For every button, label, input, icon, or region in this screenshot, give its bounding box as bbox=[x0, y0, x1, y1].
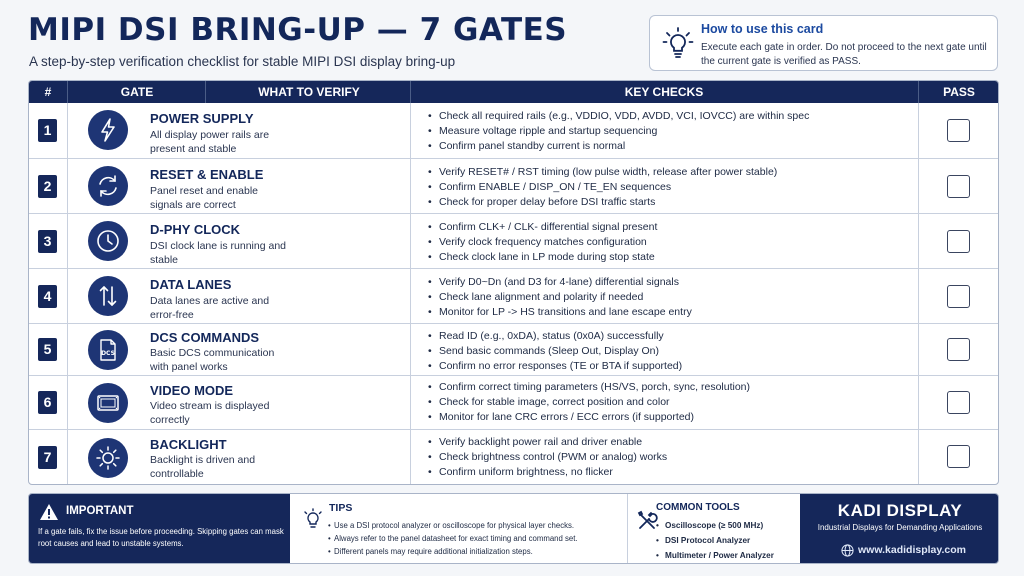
pass-checkbox[interactable] bbox=[947, 119, 970, 142]
check-item: • Verify RESET# / RST timing (low pulse width, release after power stable) bbox=[427, 165, 917, 180]
gate-description: All display power rails are present and stable bbox=[150, 129, 270, 155]
check-item: • Verify clock frequency matches configuration bbox=[427, 235, 917, 250]
video-frame-icon bbox=[88, 383, 128, 423]
gate-name: DCS COMMANDS bbox=[150, 330, 260, 345]
gate-description: Video stream is displayed correctly bbox=[150, 400, 270, 426]
pass-checkbox[interactable] bbox=[947, 391, 970, 414]
brand-tagline: Industrial Displays for Demanding Applications bbox=[817, 523, 983, 532]
table-row bbox=[29, 213, 998, 268]
col-header-verify: WHAT TO VERIFY bbox=[258, 85, 360, 99]
key-checks bbox=[427, 275, 917, 320]
gate-number: 3 bbox=[38, 230, 57, 253]
gate-name: BACKLIGHT bbox=[150, 437, 227, 452]
key-checks bbox=[427, 435, 917, 480]
svg-text:DCS: DCS bbox=[101, 350, 115, 357]
warning-icon bbox=[39, 503, 59, 521]
how-to-card bbox=[649, 15, 998, 71]
tool-item: • Oscilloscope (≥ 500 MHz) bbox=[656, 518, 774, 533]
gate-number: 1 bbox=[38, 119, 57, 142]
tips-panel bbox=[290, 494, 627, 564]
gate-name: DATA LANES bbox=[150, 277, 232, 292]
key-checks bbox=[427, 380, 917, 425]
table-row bbox=[29, 323, 998, 375]
how-to-text: Execute each gate in order. Do not proceed to the next gate until the current gate is verified as PASS. bbox=[701, 42, 987, 67]
important-panel bbox=[29, 494, 290, 564]
lightbulb-icon bbox=[302, 508, 324, 532]
tip-item: • Use a DSI protocol analyzer or oscilloscope for physical layer checks. bbox=[328, 519, 578, 532]
table-row bbox=[29, 429, 998, 485]
table-row bbox=[29, 375, 998, 429]
table-row bbox=[29, 158, 998, 213]
gates-table bbox=[28, 80, 999, 485]
check-item: • Check brightness control (PWM or analog) works bbox=[427, 450, 917, 465]
gate-description: Backlight is driven and controllable bbox=[150, 454, 256, 480]
key-checks bbox=[427, 220, 917, 265]
important-title: IMPORTANT bbox=[66, 505, 134, 517]
page-subtitle: A step-by-step verification checklist for stable MIPI DSI display bring-up bbox=[29, 54, 456, 69]
check-item: • Confirm uniform brightness, no flicker bbox=[427, 465, 917, 480]
col-header-checks: KEY CHECKS bbox=[624, 85, 704, 99]
gate-description: DSI clock lane is running and stable bbox=[150, 240, 286, 266]
tip-item: • Always refer to the panel datasheet for exact timing and command set. bbox=[328, 532, 578, 545]
gate-description: Data lanes are active and error-free bbox=[150, 295, 270, 321]
tips-title: TIPS bbox=[329, 502, 353, 514]
sun-icon bbox=[88, 438, 128, 478]
brand-panel bbox=[800, 494, 999, 564]
table-header bbox=[29, 81, 998, 103]
tools-panel bbox=[627, 494, 800, 564]
footer-panel bbox=[28, 493, 999, 564]
pass-checkbox[interactable] bbox=[947, 175, 970, 198]
gate-name: VIDEO MODE bbox=[150, 383, 234, 398]
gate-number: 2 bbox=[38, 175, 57, 198]
gate-number: 7 bbox=[38, 446, 57, 469]
pass-checkbox[interactable] bbox=[947, 285, 970, 308]
pass-checkbox[interactable] bbox=[947, 445, 970, 468]
gate-description: Basic DCS communication with panel works bbox=[150, 347, 275, 373]
tool-item: • Multimeter / Power Analyzer bbox=[656, 548, 774, 563]
key-checks bbox=[427, 165, 917, 210]
check-item: • Check lane alignment and polarity if needed bbox=[427, 290, 917, 305]
tips-list bbox=[328, 519, 578, 558]
tool-item: • DSI Protocol Analyzer bbox=[656, 533, 774, 548]
how-to-title: How to use this card bbox=[701, 22, 824, 36]
table-row bbox=[29, 268, 998, 323]
check-item: • Monitor for LP -> HS transitions and lane escape entry bbox=[427, 305, 917, 320]
col-header-num: # bbox=[44, 85, 52, 99]
key-checks bbox=[427, 109, 917, 154]
brand-name: KADI DISPLAY bbox=[837, 501, 963, 520]
globe-icon bbox=[841, 544, 854, 557]
col-header-gate: GATE bbox=[120, 85, 154, 99]
pass-checkbox[interactable] bbox=[947, 338, 970, 361]
tools-title: COMMON TOOLS bbox=[656, 502, 740, 513]
brand-url-link[interactable]: www.kadidisplay.com bbox=[858, 544, 966, 556]
check-item: • Check all required rails (e.g., VDDIO, VDD, AVDD, VCI, IOVCC) are within spec bbox=[427, 109, 917, 124]
check-item: • Check clock lane in LP mode during stop state bbox=[427, 250, 917, 265]
check-item: • Check for stable image, correct position and color bbox=[427, 395, 917, 410]
gate-number: 6 bbox=[38, 391, 57, 414]
col-header-pass: PASS bbox=[943, 85, 975, 99]
data-lanes-icon bbox=[88, 276, 128, 316]
gate-name: RESET & ENABLE bbox=[150, 167, 264, 182]
gate-number: 4 bbox=[38, 285, 57, 308]
check-item: • Measure voltage ripple and startup sequencing bbox=[427, 124, 917, 139]
check-item: • Verify backlight power rail and driver enable bbox=[427, 435, 917, 450]
dcs-document-icon bbox=[88, 330, 128, 370]
check-item: • Confirm CLK+ / CLK- differential signal present bbox=[427, 220, 917, 235]
check-item: • Confirm ENABLE / DISP_ON / TE_EN sequences bbox=[427, 180, 917, 195]
tip-item: • Different panels may require additional initialization steps. bbox=[328, 545, 578, 558]
check-item: • Verify D0~Dn (and D3 for 4-lane) differential signals bbox=[427, 275, 917, 290]
check-item: • Read ID (e.g., 0xDA), status (0x0A) successfully bbox=[427, 329, 917, 344]
check-item: • Monitor for lane CRC errors / ECC errors (if supported) bbox=[427, 410, 917, 425]
lightning-icon bbox=[88, 110, 128, 150]
check-item: • Confirm panel standby current is normal bbox=[427, 139, 917, 154]
check-item: • Confirm correct timing parameters (HS/VS, porch, sync, resolution) bbox=[427, 380, 917, 395]
table-row bbox=[29, 103, 998, 158]
gate-name: POWER SUPPLY bbox=[150, 111, 254, 126]
gate-name: D-PHY CLOCK bbox=[150, 222, 241, 237]
tools-list bbox=[656, 518, 774, 563]
check-item: • Confirm no error responses (TE or BTA if supported) bbox=[427, 359, 917, 374]
important-text: If a gate fails, fix the issue before proceeding. Skipping gates can mask root causes and lead to unstable systems. bbox=[38, 527, 284, 548]
key-checks bbox=[427, 329, 917, 374]
gate-number: 5 bbox=[38, 338, 57, 361]
clock-icon bbox=[88, 221, 128, 261]
check-item: • Send basic commands (Sleep Out, Display On) bbox=[427, 344, 917, 359]
refresh-icon bbox=[88, 166, 128, 206]
pass-checkbox[interactable] bbox=[947, 230, 970, 253]
page-title: MIPI DSI BRING-UP — 7 GATES bbox=[28, 12, 568, 48]
lightbulb-icon bbox=[662, 27, 694, 61]
gate-description: Panel reset and enable signals are correct bbox=[150, 185, 258, 211]
check-item: • Check for proper delay before DSI traffic starts bbox=[427, 195, 917, 210]
